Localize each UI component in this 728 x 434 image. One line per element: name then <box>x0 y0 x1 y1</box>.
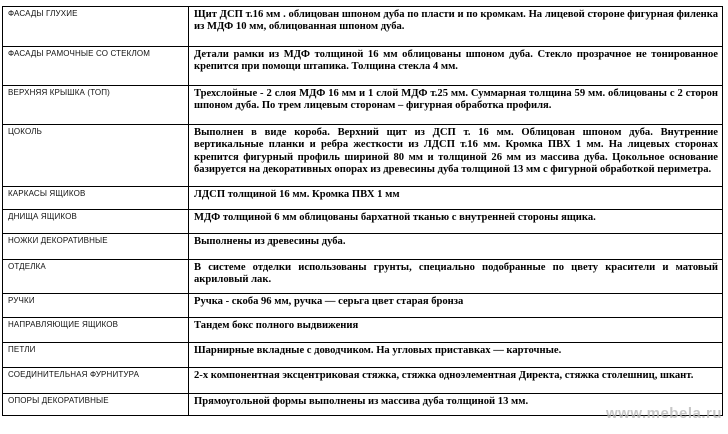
table-row <box>3 7 723 47</box>
row-value: Ручка - скоба 96 мм, ручка — серьга цвет старая бронза <box>189 294 723 318</box>
table-row <box>3 260 723 294</box>
row-value: Выполнены из древесины дуба. <box>189 234 723 260</box>
table-row <box>3 125 723 187</box>
row-value: Выполнен в виде короба. Верхний щит из ДСП т. 16 мм. Облицован шпоном дуба. Внутренние вертикальные планки и ребра жесткости из ЛДСП т.16 мм. Кромка ПВХ 1 мм. На лицевых сторонах крепится фигурный профиль шириной 80 мм и толщиной 26 мм из массива дуба. Цокольное основание базируется на декоративных опорах из древесины дуба толщиной 13 мм с фигурной обработкой периметра. <box>189 125 723 187</box>
row-value: 2-х компонентная эксцентриковая стяжка, стяжка одноэлементная Директа, стяжка столешниц, шкант. <box>189 368 723 394</box>
row-label: ДНИЩА ЯЩИКОВ <box>3 210 189 234</box>
row-label: ФАСАДЫ ГЛУХИЕ <box>3 7 189 47</box>
row-value: Шарнирные вкладные с доводчиком. На угловых приставках — карточные. <box>189 343 723 368</box>
row-value: Щит ДСП т.16 мм . облицован шпоном дуба по пласти и по кромкам. На лицевой стороне фигурная филенка из МДФ 10 мм, облицованная шпоном дуба. <box>189 7 723 47</box>
table-row <box>3 343 723 368</box>
row-label: ПЕТЛИ <box>3 343 189 368</box>
table-row <box>3 86 723 125</box>
row-value: Детали рамки из МДФ толщиной 16 мм облицованы шпоном дуба. Стекло прозрачное не тонированное крепится при помощи штапика. Толщина стекла 4 мм. <box>189 47 723 86</box>
row-label: КАРКАСЫ ЯЩИКОВ <box>3 187 189 210</box>
table-row <box>3 47 723 86</box>
row-value: Трехслойные - 2 слоя МДФ 16 мм и 1 слой МДФ т.25 мм. Суммарная толщина 59 мм. облицованы с 2 сторон шпоном дуба. По трем лицевым сторонам – фигурная обработка профиля. <box>189 86 723 125</box>
row-value: ЛДСП толщиной 16 мм. Кромка ПВХ 1 мм <box>189 187 723 210</box>
row-label: ЦОКОЛЬ <box>3 125 189 187</box>
row-value: Прямоугольной формы выполнены из массива дуба толщиной 13 мм. <box>189 394 723 416</box>
row-label: ФАСАДЫ РАМОЧНЫЕ СО СТЕКЛОМ <box>3 47 189 86</box>
row-label: ОТДЕЛКА <box>3 260 189 294</box>
row-value: МДФ толщиной 6 мм облицованы бархатной тканью с внутренней стороны ящика. <box>189 210 723 234</box>
watermark-text: www.mebela.ru <box>606 405 722 422</box>
table-row <box>3 187 723 210</box>
table-row <box>3 210 723 234</box>
table-row <box>3 234 723 260</box>
row-value: В системе отделки использованы грунты, специально подобранные по цвету красители и матовый акриловый лак. <box>189 260 723 294</box>
table-row <box>3 368 723 394</box>
table-row <box>3 318 723 343</box>
table-row <box>3 294 723 318</box>
row-label: НАПРАВЛЯЮЩИЕ ЯЩИКОВ <box>3 318 189 343</box>
row-label: РУЧКИ <box>3 294 189 318</box>
row-label: ОПОРЫ ДЕКОРАТИВНЫЕ <box>3 394 189 416</box>
row-label: СОЕДИНИТЕЛЬНАЯ ФУРНИТУРА <box>3 368 189 394</box>
row-label: ВЕРХНЯЯ КРЫШКА (ТОП) <box>3 86 189 125</box>
row-value: Тандем бокс полного выдвижения <box>189 318 723 343</box>
specification-table <box>2 6 723 416</box>
row-label: НОЖКИ ДЕКОРАТИВНЫЕ <box>3 234 189 260</box>
